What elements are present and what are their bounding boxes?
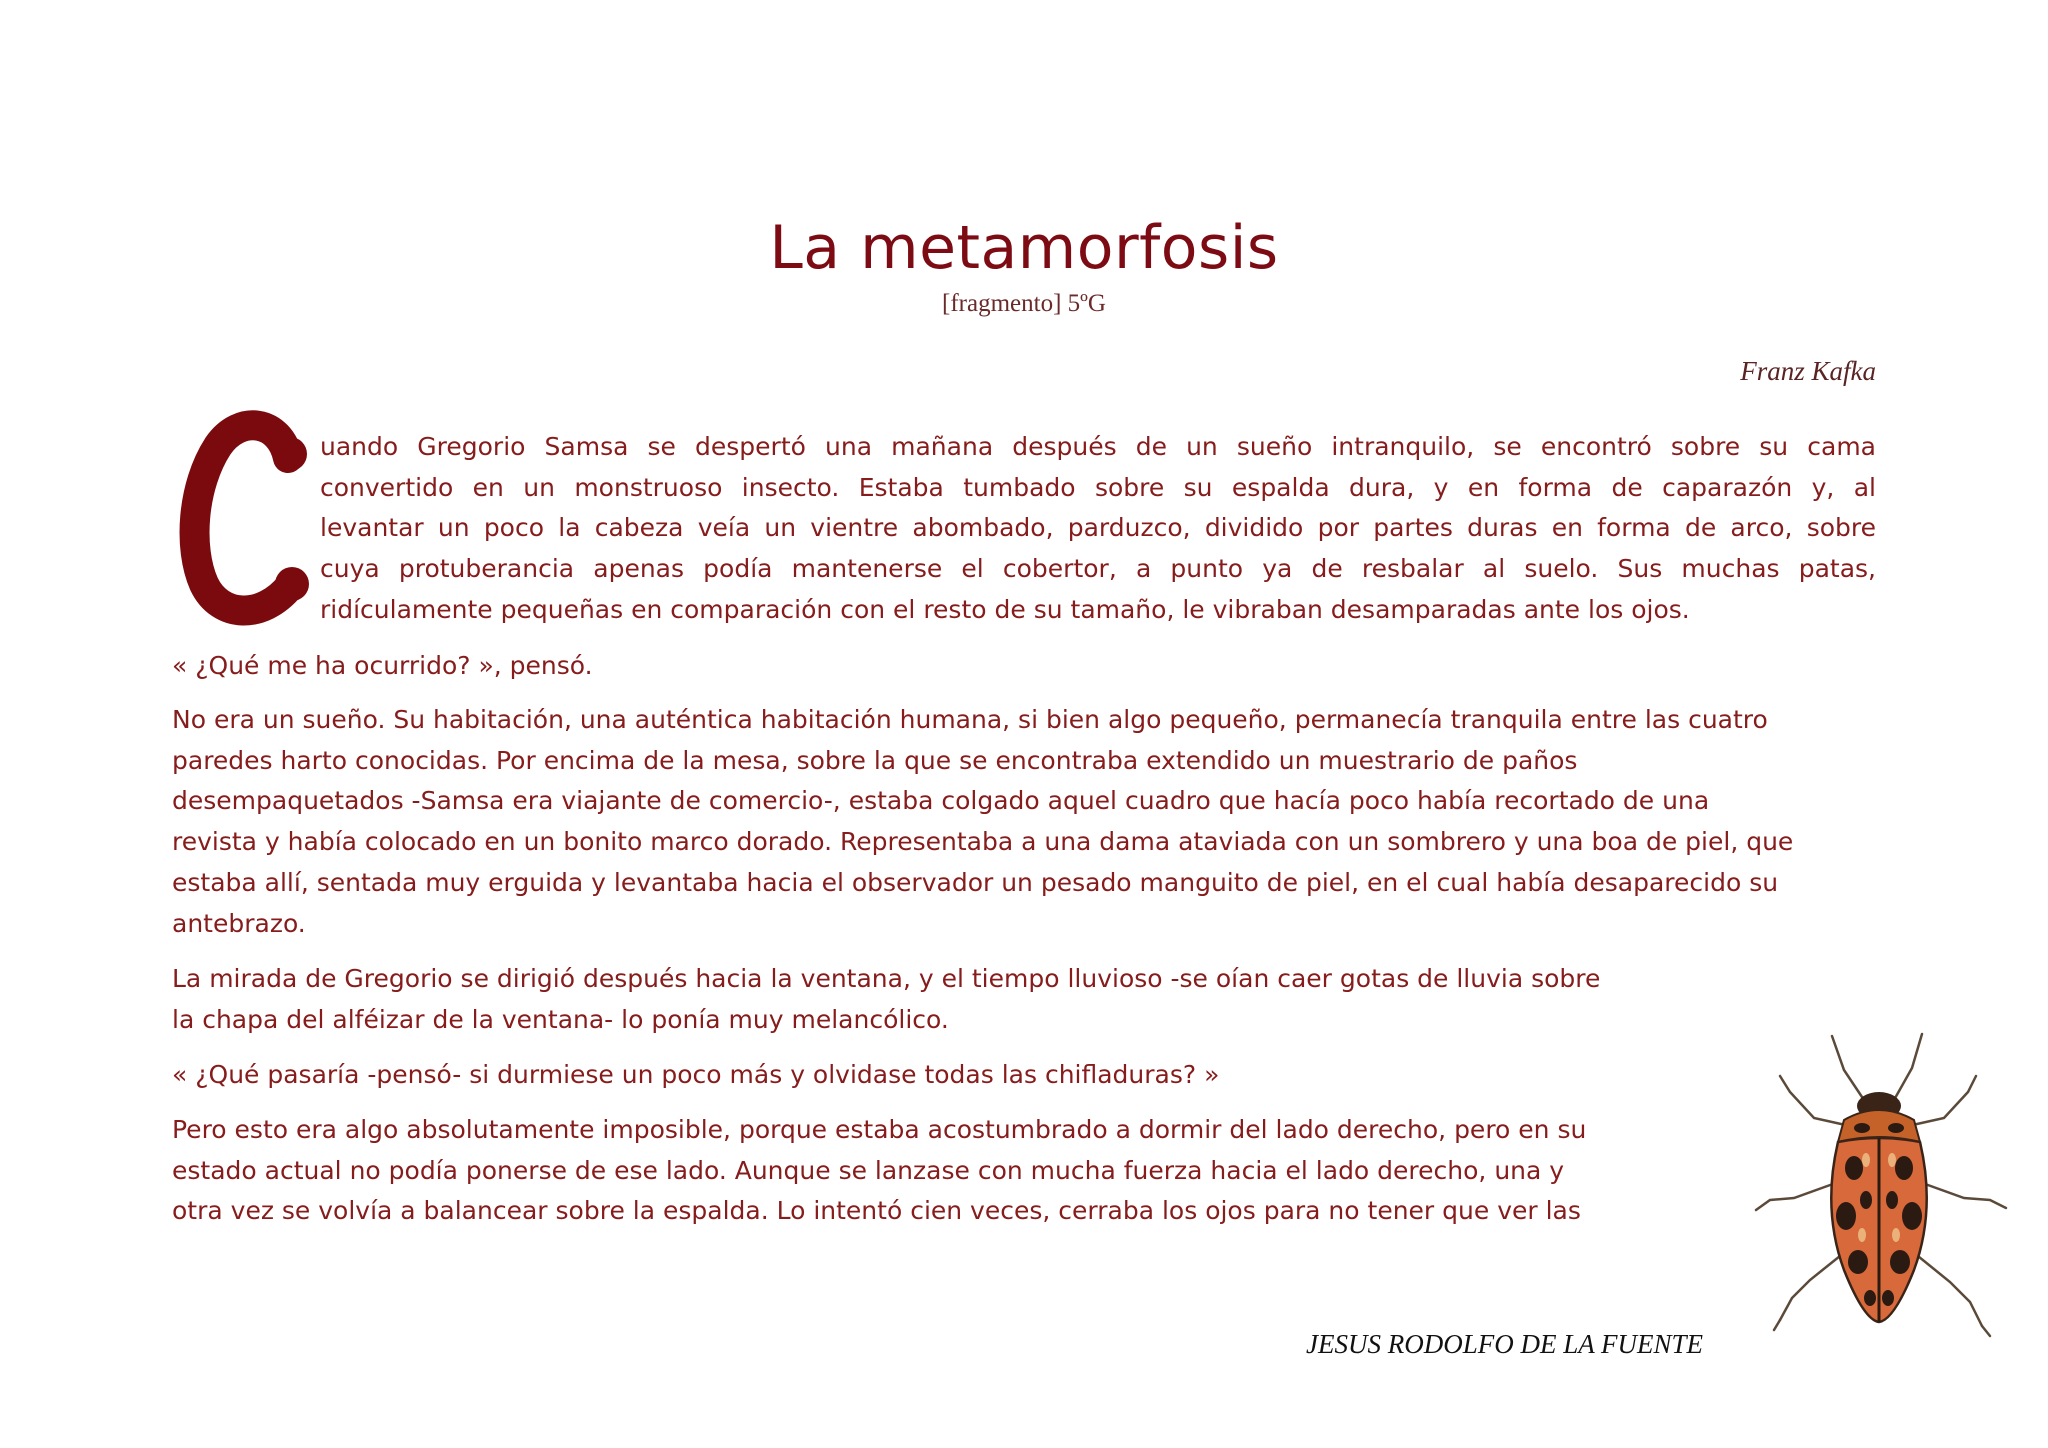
- paragraph-line: uando Gregorio Samsa se despertó una mañana después de un sueño intranquilo, se encontró sobre su cama: [320, 432, 1876, 461]
- paragraph-line: revista y había colocado en un bonito marco dorado. Representaba a una dama ataviada con un sombrero y una boa de piel, que: [172, 827, 1794, 857]
- quote-2: [172, 1055, 1219, 1096]
- drop-cap-letter: C: [170, 398, 171, 399]
- paragraph-line: cuya protuberancia apenas podía mantenerse el cobertor, a punto ya de resbalar al suelo. Sus muchas patas,: [320, 554, 1876, 584]
- paragraph-4: [172, 1110, 1586, 1232]
- paragraph-line: No era un sueño. Su habitación, una auténtica habitación humana, si bien algo pequeño, permanecía tranquila entre las cuatro: [172, 705, 1768, 734]
- paragraph-line: la chapa del alféizar de la ventana- lo ponía muy melancólico.: [172, 1004, 949, 1034]
- paragraph-line: levantar un poco la cabeza veía un vientre abombado, parduzco, dividido por partes duras en forma de arco, sobre: [320, 513, 1876, 543]
- author-name: Franz Kafka: [1740, 356, 1876, 386]
- paragraph-line: otra vez se volvía a balancear sobre la espalda. Lo intentó cien veces, cerraba los ojos para no tener que ver las: [172, 1196, 1581, 1226]
- drop-cap-c: [170, 398, 310, 628]
- paragraph-line: estado actual no podía ponerse de ese lado. Aunque se lanzase con mucha fuerza hacia el lado derecho, una y: [172, 1155, 1565, 1185]
- quote-line: « ¿Qué pasaría -pensó- si durmiese un poco más y olvidase todas las chifladuras? »: [172, 1060, 1220, 1089]
- paragraph-line: estaba allí, sentada muy erguida y levantaba hacia el observador un pesado manguito de piel, en el cual había desaparecido su: [172, 867, 1779, 897]
- quote-1: [172, 646, 593, 687]
- paragraph-line: paredes harto conocidas. Por encima de la mesa, sobre la que se encontraba extendido un muestrario de paños: [172, 745, 1578, 775]
- paragraph-line: La mirada de Gregorio se dirigió después hacia la ventana, y el tiempo lluvioso -se oían caer gotas de lluvia sobre: [172, 964, 1601, 993]
- paragraph-2: [172, 700, 1793, 944]
- beetle-icon: [1744, 1030, 2014, 1360]
- paragraph-line: ridículamente pequeñas en comparación con el resto de su tamaño, le vibraban desamparadas ante los ojos.: [320, 594, 1690, 624]
- page-subtitle: [fragmento] 5ºG: [942, 290, 1106, 317]
- paragraph-line: Pero esto era algo absolutamente imposible, porque estaba acostumbrado a dormir del lado derecho, pero en su: [172, 1115, 1587, 1144]
- footer-author: JESUS RODOLFO DE LA FUENTE: [1306, 1329, 1703, 1359]
- paragraph-3: [172, 959, 1600, 1040]
- paragraph-line: antebrazo.: [172, 908, 306, 938]
- page-title: La metamorfosis: [769, 213, 1279, 283]
- quote-line: « ¿Qué me ha ocurrido? », pensó.: [172, 651, 593, 680]
- first-paragraph: [320, 427, 1876, 631]
- paragraph-line: convertido en un monstruoso insecto. Estaba tumbado sobre su espalda dura, y en forma de caparazón y, al: [320, 472, 1876, 502]
- paragraph-line: desempaquetados -Samsa era viajante de comercio-, estaba colgado aquel cuadro que hacía poco había recortado de una: [172, 786, 1710, 816]
